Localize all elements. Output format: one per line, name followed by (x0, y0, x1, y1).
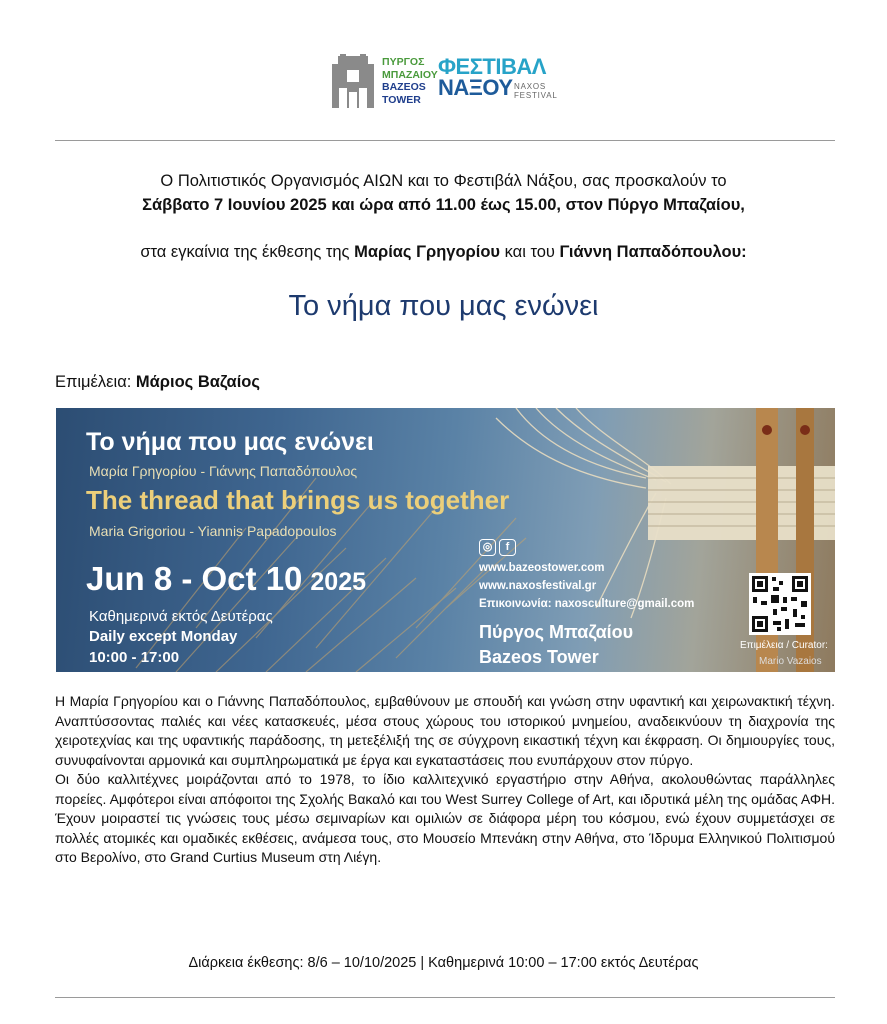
invitation-line3-text2: και του (500, 243, 560, 261)
tower-logo-line3: BAZEOS (382, 81, 426, 93)
banner-website-bazeos: www.bazeostower.com (479, 562, 605, 574)
banner-days-english: Daily except Monday (89, 628, 238, 645)
description-text (55, 692, 835, 868)
artist-name-2: Γιάννη Παπαδόπουλου: (559, 243, 747, 261)
header-logos (330, 52, 570, 112)
qr-code-icon (749, 573, 811, 635)
tower-logo-line2: ΜΠΑΖΑΙΟΥ (382, 68, 438, 81)
curator-name: Μάριος Βαζαίος (135, 373, 260, 391)
banner-contact: Επικοινωνία: naxosculture@gmail.com (479, 598, 695, 610)
naxos-festival-logo (438, 56, 568, 112)
curator-label: Επιμέλεια: (55, 373, 136, 391)
banner-title-english: The thread that brings us together (86, 485, 510, 515)
banner-days-greek: Καθημερινά εκτός Δευτέρας (89, 608, 273, 625)
banner-title-greek: Το νήμα που μας ενώνει (86, 428, 374, 456)
tower-logo-line4: TOWER (382, 93, 421, 106)
festival-logo-sub2: FESTIVAL (514, 91, 558, 100)
banner-artists-english: Maria Grigoriou - Yiannis Papadopoulos (89, 523, 337, 539)
tower-logo-line1: ΠΥΡΓΟΣ (382, 56, 425, 68)
curator-line (55, 373, 260, 392)
bottom-divider (55, 997, 835, 998)
banner-dates (86, 560, 366, 598)
description-paragraph-2: Οι δύο καλλιτέχνες μοιράζονται από το 1978, το ίδιο καλλιτεχνικό εργαστήριο στην Αθήνα, ακολουθώντας παράλληλες πορείες. Αμφότεροι είναι απόφοιτοι της Σχολής Βακαλό και του West Surrey College of Art, και ιδρυτικά μέλη της ομάδας ΑΦΗ. Έχουν μοιραστεί τις γνώσεις τους μέσω σεμιναρίων και ομιλιών σε διάφορα μέρη του κόσμου, ενώ έχουν συμμετάσχει σε πολλές ατομικές και ομαδικές εκθέσεις, ανάμεσα τους, στο Μουσείο Μπενάκη στην Αθήνα, στο Ίδρυμα Ελληνικού Πολιτισμού στο Βερολίνο, στο Grand Curtius Museum στη Λιέγη. (55, 771, 835, 865)
invitation-line3-text1: στα εγκαίνια της έκθεσης της (140, 243, 355, 261)
exhibition-title: Το νήμα που μας ενώνει (288, 290, 599, 322)
banner-year: 2025 (310, 568, 367, 596)
banner-date-range: Jun 8 - Oct 10 (86, 560, 303, 597)
tower-logo-text (382, 56, 438, 106)
banner-hours: 10:00 - 17:00 (89, 649, 180, 666)
banner-venue-greek: Πύργος Μπαζαίου (479, 622, 634, 642)
social-icons (479, 537, 519, 556)
festival-logo-line2: ΝΑΞΟΥ (438, 75, 513, 100)
tower-icon (330, 54, 376, 110)
festival-logo-sub (514, 82, 558, 100)
invitation-line2: Σάββατο 7 Ιουνίου 2025 και ώρα από 11.00 έως 15.00, στον Πύργο Μπαζαίου, (142, 196, 745, 214)
artist-name-1: Μαρίας Γρηγορίου (354, 243, 501, 261)
banner-curator-name: Mario Vazaios (759, 656, 822, 667)
description-paragraph-1: Η Μαρία Γρηγορίου και ο Γιάννης Παπαδόπουλος, εμβαθύνουν με σπουδή και γνώση στην υφαντική και χειρωνακτική τέχνη. Αναπτύσσοντας παλιές και νέες κατασκευές, μέσα στους χώρους του ιστορικού μνημείου, αναδεικνύουν τη διαχρονία της χειροτεχνίας και της υφαντικής παράδοσης, τη μετεξέλιξή της σε σύγχρονη εικαστική τέχνη και έκφραση. Οι δημιουργίες τους, συνυφαίνονται αρμονικά και συμπληρωματικά με έργα και εγκαταστάσεις που ενυπάρχουν στον πύργο. (55, 693, 835, 768)
exhibition-banner (56, 408, 835, 672)
banner-artists-greek: Μαρία Γρηγορίου - Γιάννης Παπαδόπουλος (89, 463, 358, 479)
exhibition-duration: Διάρκεια έκθεσης: 8/6 – 10/10/2025 | Καθημερινά 10:00 – 17:00 εκτός Δευτέρας (188, 955, 699, 971)
invitation-line1: Ο Πολιτιστικός Οργανισμός ΑΙΩΝ και το Φεστιβάλ Νάξου, σας προσκαλούν το (160, 172, 727, 190)
banner-curator-label: Επιμέλεια / Curator: (740, 640, 828, 651)
bazeos-tower-logo (330, 52, 440, 110)
banner-venue-english: Bazeos Tower (479, 647, 599, 667)
top-divider (55, 140, 835, 141)
instagram-icon: ◎ (479, 539, 496, 556)
festival-logo-sub1: NAXOS (514, 82, 547, 91)
festival-logo-line1: ΦΕΣΤΙΒΑΛ (438, 54, 546, 79)
facebook-icon: f (499, 539, 516, 556)
invitation-line3 (20, 243, 867, 262)
banner-website-naxosfestival: www.naxosfestival.gr (479, 580, 597, 592)
